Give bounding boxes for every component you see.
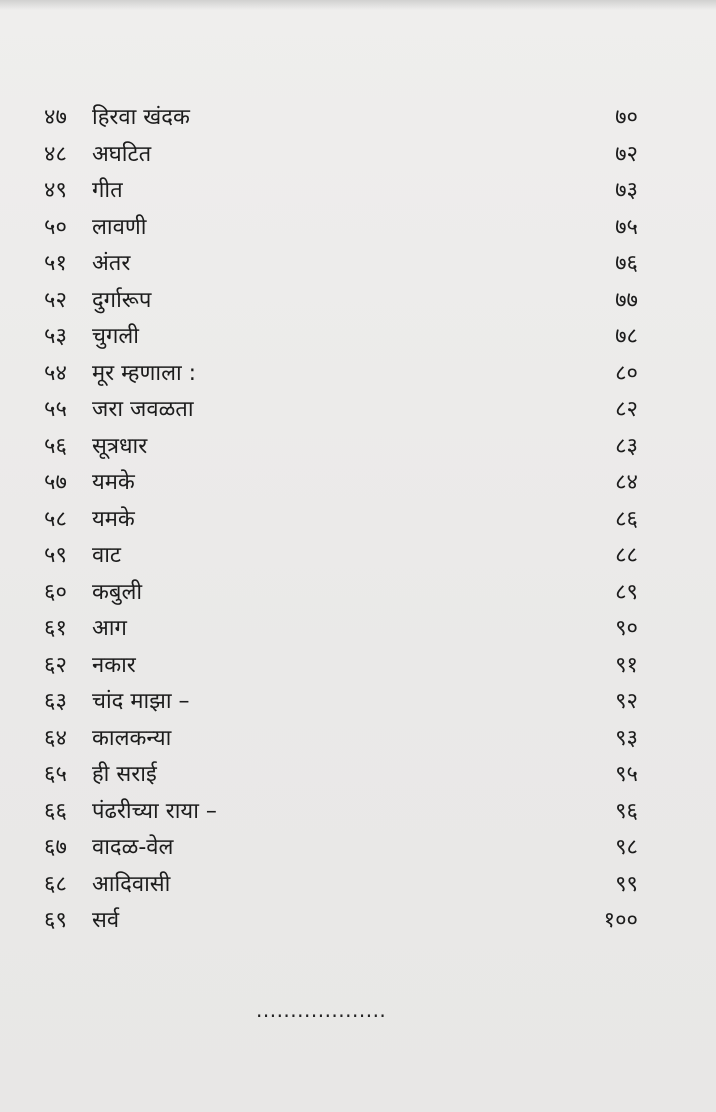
toc-entry [0,429,716,465]
toc-entry-title: कबुली [92,579,143,605]
toc-entry [0,283,716,319]
toc-entry-page-number: ८२ [615,397,638,422]
toc-entry-page-number: ७८ [615,324,638,349]
toc-entry-title: हिरवा खंदक [92,105,190,130]
toc-entry-title: आदिवासी [92,871,171,897]
toc-entry [0,502,716,538]
toc-entry-page-number: ९८ [615,835,638,860]
toc-entry [0,538,716,574]
toc-entry-page-number: ९१ [615,652,638,678]
toc-entry-title: वादळ-वेल [92,835,174,860]
toc-entry-title: ही सराई [92,762,157,787]
toc-entry [0,100,716,136]
toc-entry-number: ६६ [44,798,67,824]
toc-entry [0,611,716,647]
toc-entry-title: यमके [92,470,135,495]
toc-entry-page-number: ९३ [615,725,638,751]
toc-entry-page-number: ७२ [615,141,638,167]
toc-entry-page-number: ८९ [615,579,638,605]
toc-entry-page-number: १०० [603,908,638,933]
toc-entry-number: ४७ [44,105,67,130]
toc-entry [0,794,716,830]
toc-entry-title: कालकन्या [92,725,172,751]
toc-entry-title: सूत्रधार [92,433,148,459]
toc-entry [0,319,716,355]
toc-entry [0,867,716,903]
toc-entry-number: ५७ [44,470,67,495]
toc-entry-number: ५४ [44,360,67,386]
toc-entry [0,137,716,173]
toc-entry-number: ५३ [44,324,67,349]
toc-entry [0,210,716,246]
toc-entry-title: सर्व [92,908,120,933]
toc-entry-page-number: ८४ [615,470,638,495]
toc-entry-page-number: ९५ [615,762,638,787]
toc-entry-number: ६३ [44,689,67,714]
toc-entry-page-number: ७५ [615,214,638,240]
toc-entry [0,465,716,501]
toc-entry [0,173,716,209]
toc-entry-title: पंढरीच्या राया – [92,798,217,824]
toc-entry-number: ५९ [44,543,67,568]
toc-entry-title: अंतर [92,251,131,276]
toc-entry-title: गीत [92,178,123,203]
toc-entry-page-number: ८६ [615,506,638,532]
toc-entry-number: ५८ [44,506,67,532]
toc-entry-number: ५२ [44,287,67,313]
toc-entry-page-number: ९९ [615,871,638,897]
toc-entry [0,648,716,684]
page-edge-shadow [0,0,716,10]
toc-entry-page-number: ८० [615,360,638,386]
toc-entry-title: यमके [92,506,135,532]
toc-entry-number: ६१ [44,616,67,641]
toc-entry [0,684,716,720]
toc-entry-title: वाट [92,543,122,568]
toc-entry [0,903,716,939]
toc-entry-title: मूर म्हणाला : [92,360,197,386]
toc-entry-title: दुर्गारूप [92,287,152,313]
toc-entry-number: ६८ [44,871,67,897]
toc-entry [0,356,716,392]
toc-entry-page-number: ९६ [615,798,638,824]
toc-entry-title: नकार [92,652,136,678]
toc-entry-title: चुगली [92,324,139,349]
toc-entry-number: ५० [44,214,67,240]
toc-entry [0,721,716,757]
toc-entry-number: ६७ [44,835,67,860]
toc-entry [0,575,716,611]
toc-entry [0,392,716,428]
toc-entry [0,246,716,282]
toc-entry-number: ६५ [44,762,67,787]
toc-entry-page-number: ८८ [615,543,638,568]
toc-entry-page-number: ७३ [615,178,638,203]
toc-entry-number: ४८ [44,141,67,167]
toc-entry-title: आग [92,616,127,641]
toc-entry-number: ५५ [44,397,67,422]
toc-entry-title: चांद माझा – [92,689,190,714]
toc-entry [0,757,716,793]
toc-entry-title: अघटित [92,141,152,167]
toc-entry-page-number: ७६ [615,251,638,276]
toc-entry-number: ४९ [44,178,67,203]
toc-entry-page-number: ७७ [615,287,638,313]
toc-entry-page-number: ८३ [615,433,638,459]
toc-entry-number: ६४ [44,725,67,751]
toc-entry-number: ६२ [44,652,67,678]
toc-entry-page-number: ९२ [615,689,638,714]
end-dotted-line: ................... [256,998,387,1022]
toc-entry-number: ६० [44,579,67,605]
toc-entry [0,830,716,866]
toc-entry-title: जरा जवळता [92,397,194,422]
toc-entry-number: ६९ [44,908,67,933]
toc-entry-number: ५१ [44,251,67,276]
toc-entry-title: लावणी [92,214,147,240]
toc-entry-page-number: ७० [615,105,638,130]
toc-entry-page-number: ९० [615,616,638,641]
toc-entry-number: ५६ [44,433,67,459]
